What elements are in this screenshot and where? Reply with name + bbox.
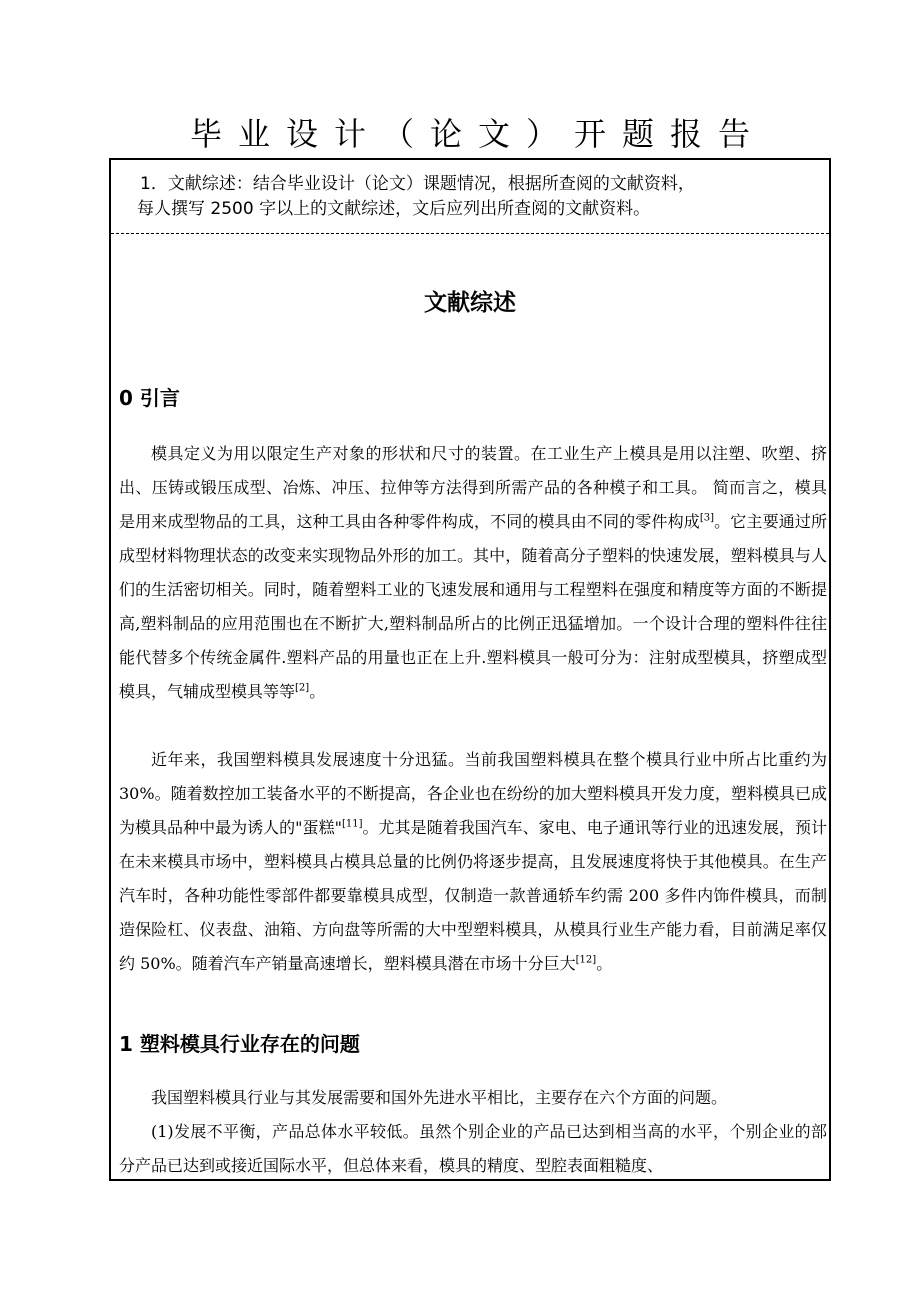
intro-p2-text-c: 。 — [596, 954, 613, 973]
intro-p1-text-b: 。它主要通过所成型材料物理状态的改变来实现物品外形的加工。其中，随着高分子塑料的快速发展，塑料模具与人们的生活密切相关。同时，随着塑料工业的飞速发展和通用与工程塑料在强度和精度等方面的不断提高,塑料制品的应用范围也在不断扩大,塑料制品所占的比例正迅猛增加。一个设计合理的塑料件往往能代替多个传统金属件.塑料产品的用量也正在上升.塑料模具一般可分为：注射成型模具，挤塑成型模具，气辅成型模具等等 — [119, 512, 827, 701]
intro-paragraph-2 — [119, 743, 827, 981]
intro-p2-text-b: 。尤其是随着我国汽车、家电、电子通讯等行业的迅速发展，预计在未来模具市场中，塑料模具占模具总量的比例仍将逐步提高，且发展速度将快于其他模具。在生产汽车时，各种功能性零部件都要靠模具成型，仅制造一款普通轿车约需 200 多件内饰件模具，而制造保险杠、仪表盘、油箱、方向盘等所需的大中型塑料模具，从模具行业生产能力看，目前满足率仅约 50%。随着汽车产销量高速增长，塑料模具潜在市场十分巨大 — [119, 818, 827, 973]
citation-ref: [3] — [699, 512, 715, 524]
section-title: 文献综述 — [424, 290, 516, 316]
document-title: 毕业设计（论文）开题报告 — [189, 115, 766, 153]
instruction-line-1: 1．文献综述：结合毕业设计（论文）课题情况，根据所查阅的文献资料， — [140, 174, 695, 194]
section-1-paragraph-1: 我国塑料模具行业与其发展需要和国外先进水平相比，主要存在六个方面的问题。 — [151, 1088, 728, 1107]
intro-p2-text-a: 近年来，我国塑料模具发展速度十分迅猛。当前我国塑料模具在整个模具行业中所占比重约为 30%。随着数控加工装备水平的不断提高，各企业也在纷纷的加大塑料模具开发力度，塑料模具已成为模具品种中最为诱人的"蛋糕" — [119, 750, 827, 837]
intro-heading: 0 引言 — [119, 386, 180, 410]
section-1-paragraph-2: (1)发展不平衡，产品总体水平较低。虽然个别企业的产品已达到相当高的水平，个别企业的部分产品已达到或接近国际水平，但总体来看，模具的精度、型腔表面粗糙度、 — [119, 1122, 827, 1175]
intro-paragraph-1 — [119, 437, 827, 709]
citation-ref: [11] — [341, 818, 363, 830]
section-1-heading: 1 塑料模具行业存在的问题 — [119, 1032, 360, 1056]
intro-p1-text-c: 。 — [309, 682, 326, 701]
intro-p1-text-a: 模具定义为用以限定生产对象的形状和尺寸的装置。在工业生产上模具是用以注塑、吹塑、挤出、压铸或锻压成型、冶炼、冲压、拉伸等方法得到所需产品的各种模子和工具。 简而言之，模具是用来成型物品的工具，这种工具由各种零件构成，不同的模具由不同的零件构成 — [119, 444, 827, 531]
dashed-separator — [111, 233, 829, 234]
instruction-cell — [137, 172, 830, 222]
citation-ref: [12] — [575, 954, 597, 966]
instruction-line-2: 每人撰写 2500 字以上的文献综述，文后应列出所查阅的文献资料。 — [137, 199, 651, 219]
citation-ref: [2] — [295, 682, 310, 694]
